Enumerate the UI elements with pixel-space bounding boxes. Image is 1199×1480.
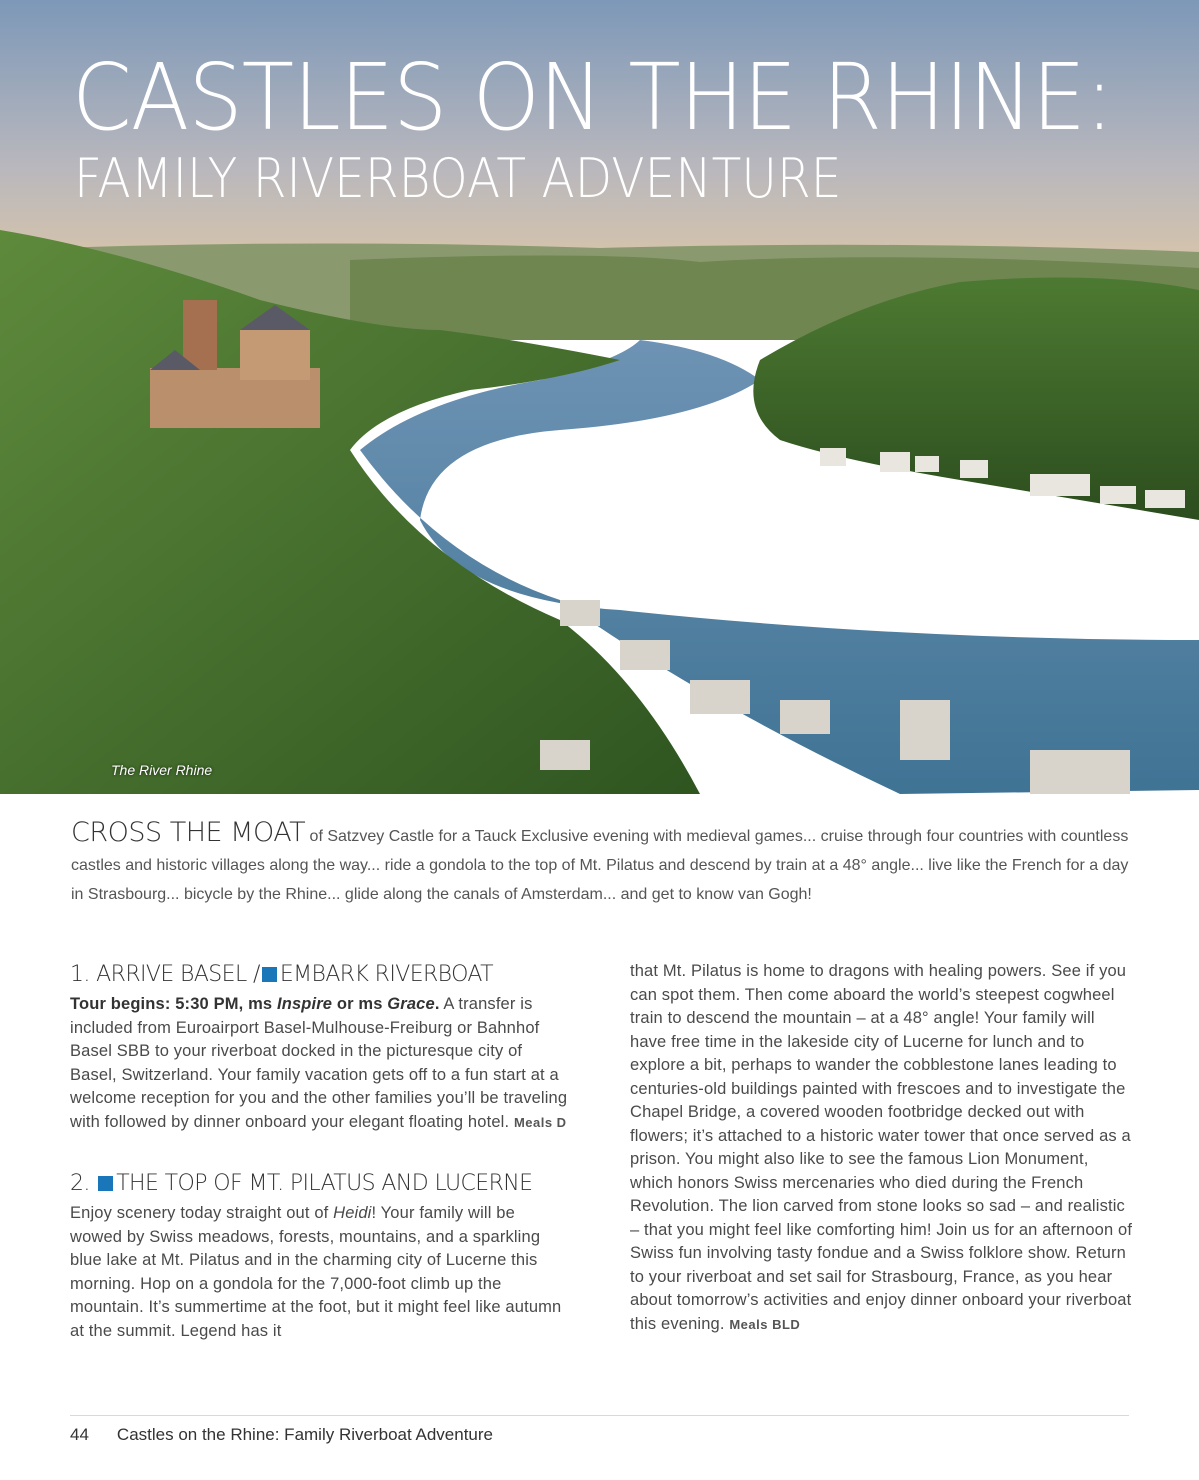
page-title: CASTLES ON THE RHINE:	[72, 44, 1113, 151]
page-number: 44	[70, 1425, 89, 1444]
photo-caption: The River Rhine	[111, 762, 213, 778]
intro-paragraph	[71, 818, 1133, 909]
ship-name-inspire: Inspire	[276, 995, 333, 1013]
day2-heading-part1: 2.	[70, 1171, 90, 1196]
day2-body-rest: ! Your family will be wowed by Swiss meadows, forests, mountains, and a sparkling blue lake at Mt. Pilatus and in the charming city of Lucerne this morning. Hop on a gondola for the 7,000-foot climb up the mountain. It’s summertime at the foot, but it might feel like autumn at the summit. Legend has it	[70, 1204, 562, 1340]
page-subtitle: FAMILY RIVERBOAT ADVENTURE	[74, 147, 842, 210]
running-title: Castles on the Rhine: Family Riverboat Adventure	[116, 1425, 493, 1444]
right-column	[630, 960, 1135, 1336]
day2-continued-text: that Mt. Pilatus is home to dragons with healing powers. See if you can spot them. Then come aboard the world’s steepest cogwheel train to descend the mountain – at a 48° angle! Your family will have free time in the lakeside city of Lucerne for lunch and to explore a bit, perhaps to wander the cobblestone lanes leading to centuries-old buildings painted with frescoes and to investigate the Chapel Bridge, a covered wooden footbridge decked out with flowers; it’s attached to a historic water tower that once served as a prison. You might also like to see the famous Lion Monument, which honors Swiss mercenaries who died during the French Revolution. The lion carved from stone looks so sad – and realistic – that you might feel like comforting him! Join us for an afternoon of Swiss fun involving tasty fondue and a Swiss folklore show. Return to your riverboat and set sail for Strasbourg, France, as you hear about tomorrow’s activities and enjoy dinner onboard your riverboat this evening.	[630, 962, 1133, 1333]
day2-heading	[70, 1171, 570, 1196]
day1-heading-part2: EMBARK RIVERBOAT	[279, 962, 494, 987]
day1-heading-part1: 1. ARRIVE BASEL /	[70, 962, 260, 987]
day2-description	[70, 1202, 570, 1343]
tour-begins-or: or ms	[332, 995, 388, 1013]
day2-heading-part2: THE TOP OF MT. PILATUS AND LUCERNE	[116, 1171, 533, 1196]
footer-divider	[70, 1415, 1129, 1416]
intro-lead: CROSS THE MOAT	[71, 817, 306, 848]
tour-begins	[70, 995, 440, 1013]
day2-meals: Meals BLD	[729, 1316, 801, 1332]
intro-text: of Satzvey Castle for a Tauck Exclusive evening with medieval games... cruise through four countries with countless castles and historic villages along the way... ride a gondola to the top of Mt. Pilatus and descend by train at a 48° angle... live like the French for a day in Strasbourg... bicycle by the Rhine... glide along the canals of Amsterdam... and get to know van Gogh!	[71, 828, 1129, 903]
day1-meals: Meals D	[513, 1114, 567, 1130]
page-footer	[70, 1425, 493, 1445]
day2-body-start: Enjoy scenery today straight out of	[70, 1204, 334, 1222]
tour-begins-period: .	[434, 995, 440, 1013]
day1-description	[70, 993, 570, 1134]
blue-square-icon	[98, 1176, 113, 1191]
ship-name-grace: Grace	[387, 995, 435, 1013]
tour-begins-text: Tour begins: 5:30 PM, ms	[70, 995, 277, 1013]
day1-body: A transfer is included from Euroairport Basel-Mulhouse-Freiburg or Bahnhof Basel SBB to your riverboat docked in the picturesque city of Basel, Switzerland. Your family vacation gets off to a fun start at a welcome reception for you and the other families you’ll be traveling with followed by dinner onboard your elegant floating hotel.	[70, 995, 568, 1131]
left-column	[70, 962, 570, 1343]
day2-continued	[630, 960, 1135, 1336]
blue-square-icon	[262, 967, 277, 982]
day1-heading	[70, 962, 570, 987]
heidi-title: Heidi	[333, 1204, 372, 1222]
